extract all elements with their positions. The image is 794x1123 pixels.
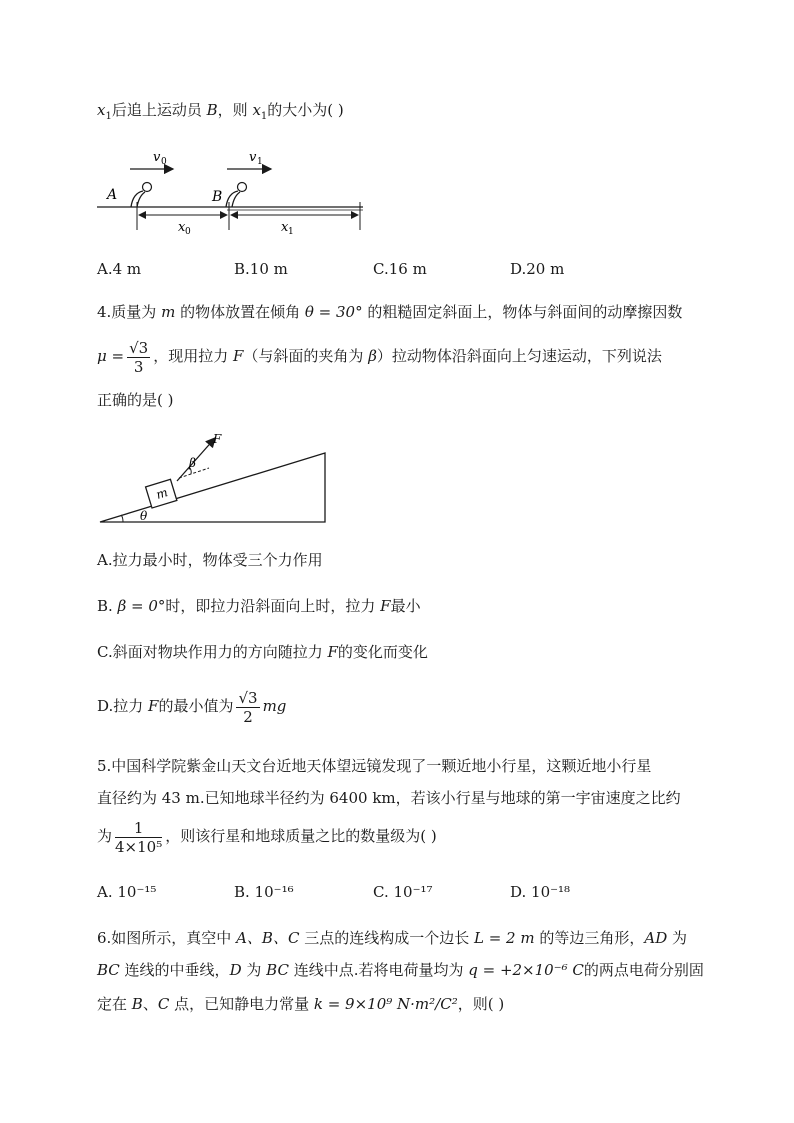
q5-line-1: 5.中国科学院紫金山天文台近地天体望远镜发现了一颗近地小行星，这颗近地小行星	[97, 757, 652, 775]
q4-option-b: B. β = 0°时，即拉力沿斜面向上时，拉力 F最小	[97, 597, 421, 615]
incline-triangle	[100, 453, 325, 522]
q6-line-3: 定在 B、C 点，已知静电力常量 k = 9×10⁹ N·m²/C²，则( )	[97, 995, 505, 1013]
v0-label: v	[153, 150, 161, 165]
q5-line-2: 直径约为 43 m.已知地球半径约为 6400 km，若该小行星与地球的第一宇宙速度之比约	[97, 789, 681, 807]
label-b: B	[212, 189, 223, 205]
theta-label: θ	[140, 509, 148, 523]
q4-option-a: A.拉力最小时，物体受三个力作用	[97, 551, 323, 569]
svg-text:1: 1	[257, 157, 263, 167]
q5-line-3: 为 $\frac{1}{\text{4×10⁵}}$ ，则该行星和地球质量之比的数量级为( )	[97, 818, 437, 856]
force-arrow	[177, 438, 215, 481]
q5-option-c: C. 10⁻¹⁷	[373, 883, 433, 901]
beta-label: β	[189, 456, 196, 470]
theta-arc	[121, 515, 123, 522]
q5-option-d: D. 10⁻¹⁸	[510, 883, 571, 901]
q3-option-d: D.20 m	[510, 260, 565, 278]
skater-a	[131, 183, 152, 208]
q4-line-3: 正确的是( )	[97, 391, 174, 409]
q3-option-b: B.10 m	[234, 260, 288, 278]
x1-label: x	[281, 220, 289, 235]
label-a: A	[107, 187, 118, 203]
q5-option-b: B. 10⁻¹⁶	[234, 883, 294, 901]
q4-line-1: 4.质量为 m 的物体放置在倾角 θ = 30° 的粗糙固定斜面上，物体与斜面间的动摩擦因数	[97, 303, 683, 321]
block-label: m	[154, 485, 170, 502]
mu-fraction: $\frac{√3}{3}$	[129, 338, 149, 376]
incline-figure	[95, 430, 335, 528]
x0-label: x	[178, 220, 186, 235]
q3-option-c: C.16 m	[373, 260, 427, 278]
q3-option-a: A.4 m	[97, 260, 142, 278]
q4-option-c: C.斜面对物块作用力的方向随拉力 F的变化而变化	[97, 643, 428, 661]
q3-text-tail: $x_1$后追上运动员 B，则 $x_1$的大小为( )	[97, 101, 344, 122]
q6-line-2: BC 连线的中垂线，D 为 BC 连线中点.若将电荷量均为 q = +2×10⁻⁶ C的两点电荷分别固	[97, 961, 704, 979]
q5-option-a: A. 10⁻¹⁵	[97, 883, 157, 901]
skaters-figure	[95, 138, 370, 238]
force-label: F	[213, 432, 222, 446]
q4-option-d: D.拉力 F的最小值为 $\frac{√3}{2}$ mg	[97, 688, 287, 726]
svg-text:0: 0	[185, 227, 191, 237]
q4-line-2: μ = $\frac{√3}{3}$ ，现用拉力 F（与斜面的夹角为 β）拉动物体沿斜面向上匀速运动，下列说法	[97, 338, 662, 376]
q5-fraction: $\frac{1}{\text{4×10⁵}}$	[115, 818, 163, 856]
q6-line-1: 6.如图所示，真空中 A、B、C 三点的连线构成一个边长 L = 2 m 的等边三角形，AD 为	[97, 929, 688, 947]
svg-text:1: 1	[288, 227, 294, 237]
v1-label: v	[249, 150, 257, 165]
svg-text:0: 0	[161, 157, 167, 167]
optd-fraction: $\frac{√3}{2}$	[238, 688, 258, 726]
